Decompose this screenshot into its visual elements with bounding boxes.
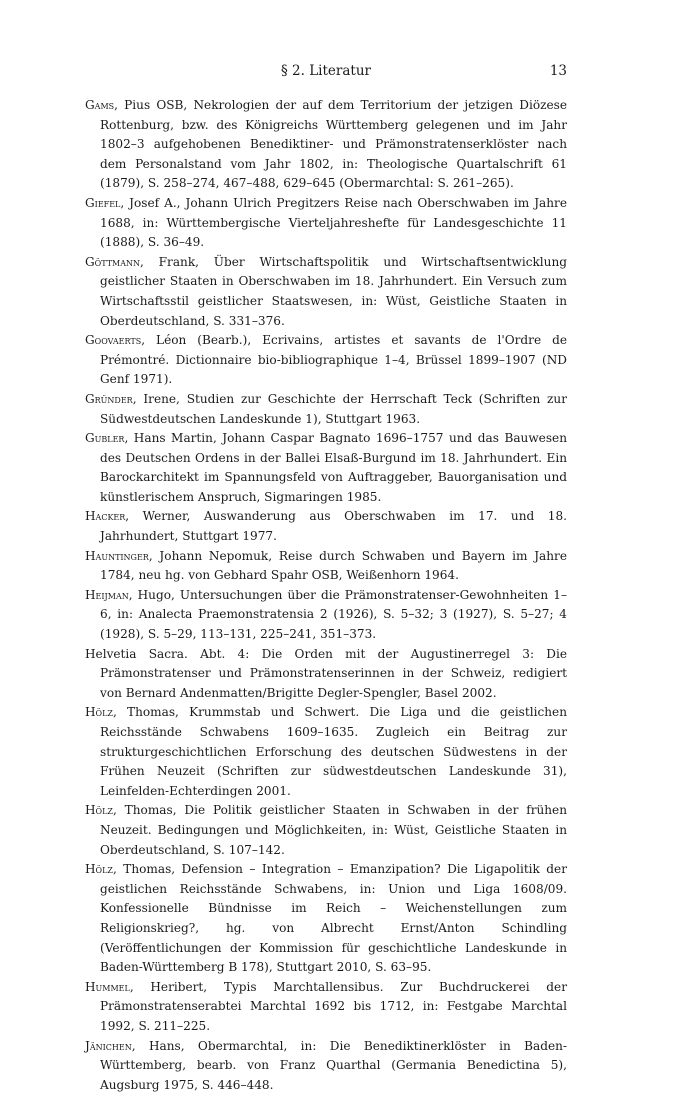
entry-text: , Frank, Über Wirtschaftspolitik und Wirtschaftsentwicklung geistlicher Staaten in Oberschwaben im 18. Jahrhundert. Ein Versuch zum Wirtschaftsstil geistlicher Staatswesen, in: Wüst, Geistliche Staaten in Oberdeutschland, S. 331–376. bbox=[100, 255, 567, 328]
entry-text: , Thomas, Krummstab und Schwert. Die Liga und die geistlichen Reichsstände Schwabens 1609–1635. Zugleich ein Beitrag zur strukturgeschichtlichen Erforschung des deutschen Südwestens in der Frühen Neuzeit (Schriften zur südwestdeutschen Landeskunde 31), Leinfelden-Echterdingen 2001. bbox=[100, 705, 567, 797]
entry-author: Jänichen bbox=[85, 1039, 132, 1053]
entry-author: Gubler bbox=[85, 431, 124, 445]
bibliography-entry bbox=[85, 1037, 567, 1095]
bibliography-entry bbox=[85, 645, 567, 704]
entry-text: , Hugo, Untersuchungen über die Prämonstratenser-Gewohnheiten 1–6, in: Analecta Praemonstratensia 2 (1926), S. 5–32; 3 (1927), S. 5–27; 4 (1928), S. 5–29, 113–131, 225–241, 351–373. bbox=[100, 588, 567, 641]
entry-author: Gams bbox=[85, 98, 114, 112]
entry-author: Hölz bbox=[85, 705, 113, 719]
bibliography-entry bbox=[85, 331, 567, 390]
bibliography-entry bbox=[85, 978, 567, 1037]
bibliography-entry bbox=[85, 547, 567, 586]
entry-author: Giefel bbox=[85, 196, 120, 210]
entry-author: Hacker bbox=[85, 509, 125, 523]
entry-text: , Hans, Obermarchtal, in: Die Benediktinerklöster in Baden-Württemberg, bearb. von Franz Quarthal (Germania Benedictina 5), Augsburg 1975, S. 446–448. bbox=[100, 1039, 567, 1092]
entry-text: , Hans Martin, Johann Caspar Bagnato 1696–1757 und das Bauwesen des Deutschen Ordens in der Ballei Elsaß-Burgund im 18. Jahrhundert. Ein Barockarchitekt im Spannungsfeld von Auftraggeber, Bauorganisation und künstlerischem Anspruch, Sigmaringen 1985. bbox=[100, 431, 567, 504]
entry-text: , Pius OSB, Nekrologien der auf dem Territorium der jetzigen Diözese Rottenburg, bzw. des Königreichs Württemberg gelegenen und im Jahr 1802–3 aufgehobenen Benediktiner- und Prämonstratenserklöster nach dem Personalstand vom Jahr 1802, in: Theologische Quartalschrift 61 (1879), S. 258–274, 467–488, 629–645 (Obermarchtal: S. 261–265). bbox=[100, 98, 567, 190]
running-head bbox=[85, 62, 567, 80]
bibliography-entry bbox=[85, 194, 567, 253]
section-title: § 2. Literatur bbox=[85, 62, 567, 80]
entry-author: Heijman bbox=[85, 588, 129, 602]
entry-author: Goovaerts bbox=[85, 333, 141, 347]
bibliography-entry bbox=[85, 96, 567, 194]
entry-text: , Johann Nepomuk, Reise durch Schwaben und Bayern im Jahre 1784, neu hg. von Gebhard Spahr OSB, Weißenhorn 1964. bbox=[100, 549, 567, 583]
entry-author: Hölz bbox=[85, 862, 113, 876]
entry-text: Helvetia Sacra. Abt. 4: Die Orden mit der Augustinerregel 3: Die Prämonstratenser und Prämonstratenserinnen in der Schweiz, redigiert von Bernard Andenmatten/Brigitte Degler-Spengler, Basel 2002. bbox=[85, 647, 567, 700]
entry-author: Hauntinger bbox=[85, 549, 149, 563]
bibliography-entry bbox=[85, 507, 567, 546]
bibliography-entry bbox=[85, 860, 567, 978]
entry-text: , Irene, Studien zur Geschichte der Herrschaft Teck (Schriften zur Südwestdeutschen Landeskunde 1), Stuttgart 1963. bbox=[100, 392, 567, 426]
bibliography-list bbox=[85, 96, 567, 1095]
entry-author: Gründer bbox=[85, 392, 133, 406]
bibliography-entry bbox=[85, 801, 567, 860]
entry-author: Hölz bbox=[85, 803, 113, 817]
entry-author: Göttmann bbox=[85, 255, 140, 269]
bibliography-entry bbox=[85, 703, 567, 801]
bibliography-entry bbox=[85, 586, 567, 645]
bibliography-entry bbox=[85, 390, 567, 429]
entry-text: , Heribert, Typis Marchtallensibus. Zur Buchdruckerei der Prämonstratenserabtei Marchtal 1692 bis 1712, in: Festgabe Marchtal 1992, S. 211–225. bbox=[100, 980, 567, 1033]
bibliography-entry bbox=[85, 429, 567, 507]
bibliography-entry bbox=[85, 253, 567, 331]
entry-text: , Werner, Auswanderung aus Oberschwaben im 17. und 18. Jahrhundert, Stuttgart 1977. bbox=[100, 509, 567, 543]
entry-text: , Thomas, Die Politik geistlicher Staaten in Schwaben in der frühen Neuzeit. Bedingungen und Möglichkeiten, in: Wüst, Geistliche Staaten in Oberdeutschland, S. 107–142. bbox=[100, 803, 567, 856]
page-number: 13 bbox=[550, 62, 567, 80]
entry-text: , Léon (Bearb.), Ecrivains, artistes et savants de l'Ordre de Prémontré. Dictionnaire bio-bibliographique 1–4, Brüssel 1899–1907 (ND Genf 1971). bbox=[100, 333, 567, 386]
entry-text: , Thomas, Defension – Integration – Emanzipation? Die Ligapolitik der geistlichen Reichsstände Schwabens, in: Union und Liga 1608/09. Konfessionelle Bündnisse im Reich – Weichenstellungen zum Religionskrieg?, hg. von Albrecht Ernst/Anton Schindling (Veröffentlichungen der Kommission für geschichtliche Landeskunde in Baden-Württemberg B 178), Stuttgart 2010, S. 63–95. bbox=[100, 862, 567, 974]
entry-text: , Josef A., Johann Ulrich Pregitzers Reise nach Oberschwaben im Jahre 1688, in: Württembergische Vierteljahreshefte für Landesgeschichte 11 (1888), S. 36–49. bbox=[100, 196, 567, 249]
entry-author: Hummel bbox=[85, 980, 130, 994]
